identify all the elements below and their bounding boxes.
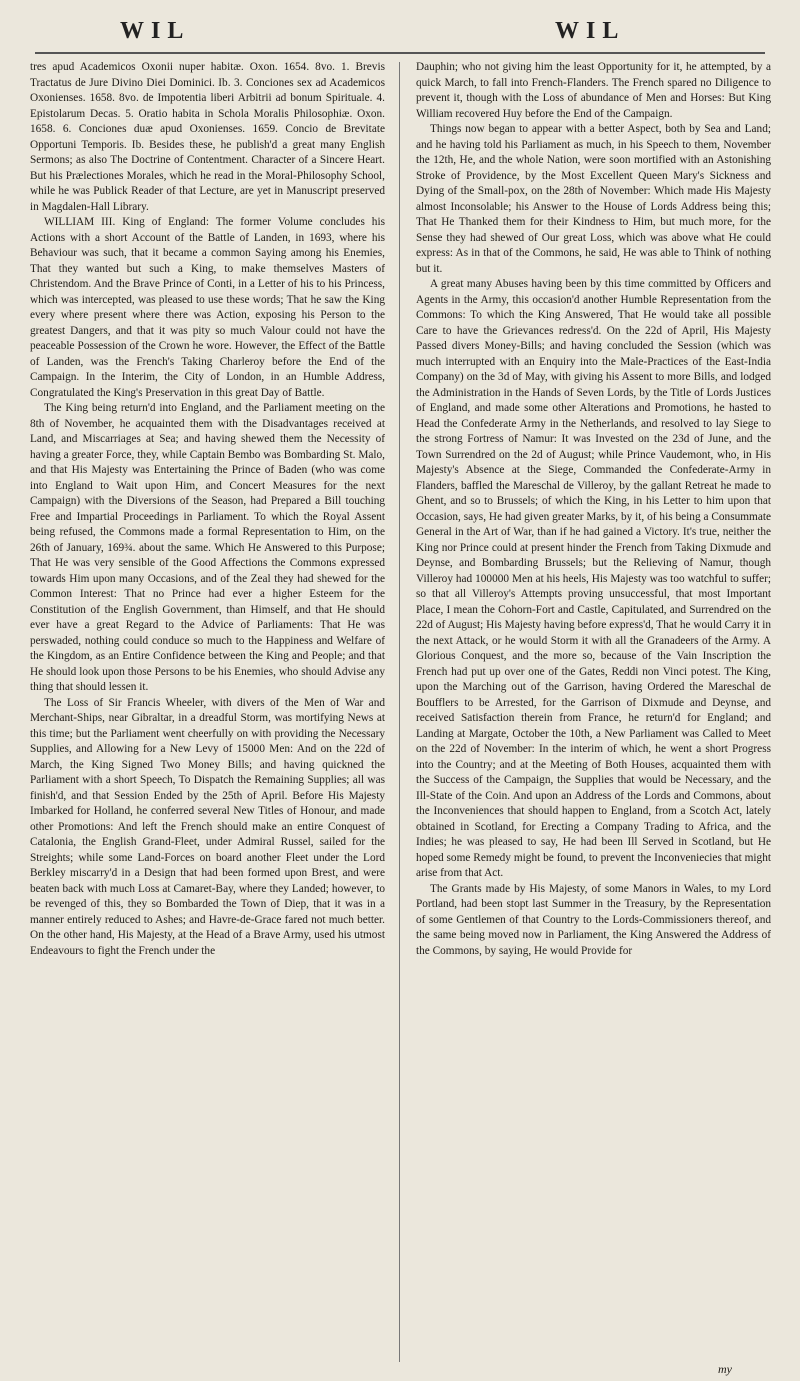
paragraph: The Grants made by His Majesty, of some Manors in Wales, to my Lord Portland, had been stopt last Summer in the Treasury, by the Representation of some Gentlemen of that Country to the Lords-Commissioners thereof, and the same being moved now in Parliament, the King Answered the Address of the Commons, by saying, He would Provide for: [416, 882, 771, 957]
paragraph: A great many Abuses having been by this time committed by Officers and Agents in the Army, this occasion'd another Humble Representation from the Commons: To which the King Answered, That He would take all possible Care to have the Grievances redress'd. On the 22d of April, His Majesty Passed divers Money-Bills; and having concluded the Session (which was much interrupted with an Enquiry into the Male-Practices of the East-India Company) on the 3d of May, with giving his Assent to more Bills, and lodged the Administration in the Hands of Seven Lords, by the Title of Lords Justices of England, and made some other Alterations and Promotions, he hasted to Head the Confederate Army in the Netherlands, and resolved to lay Siege to the strong Fortress of Namur: It was Invested on the 23d of June, and the Town Surrendred on the 2d of August; while Prince Vaudemont, who, in His Majesty's Absence at the Siege, Commanded the Confederate-Army in Flanders, baffled the Mareschal de Villeroy, by the gallant Retreat he made to Ghent, and so to Brussels; of which the King, in his Letter to him upon that Occasion, says, He had given greater Marks, by it, of his being a Consummate General in the Art of War, than if he had gained a Victory. It's true, neither the King nor Prince could at present hinder the French from Taking Dixmude and Deynse, and Bombarding Brussels; but the Relieving of Namur, though Villeroy had 100000 Men at his heels, His Majesty was too watchful to suffer; so that all Villeroy's Attempts proving unsuccessful, that most Important Place, I mean the Cohorn-Fort and Castle, Capitulated, and Surrendred on the 22d of August; His Majesty having before express'd, That he would Carry it in the next Attack, or he would Storm it with all the Granadeers of the Army. A Glorious Conquest, and the more so, because of the Vain Inscription the French had put up over one of the Gates, Reddi non Vinci potest. The King, upon the Marching out of the Garrison, having Ordered the Mareschal de Boufflers to be Arrested, for the Garrison of Dixmude and Deynse, and received Satisfaction therein from France, he return'd for England; and Landing at Margate, October the 10th, a New Parliament was Called to Meet on the 22d of November: In the interim of which, he went a short Progress into the Country; and at the Meeting of Both Houses, acquainted them with the Success of the Campaign, the Supplies that would be Necessary, and the Ill-State of the Coin. And upon an Address of the Lords and Commons, about the Inconveniences that should happen to England, from a Scotch Act, lately obtained in Scotland, for Erecting a Company Trading to Africa, and the Indies; he was pleased to say, He had been Ill Served in Scotland, but He hoped some Remedy might be found, to prevent the Inconveniecies that might arise from that Act.: [416, 278, 771, 879]
paragraph: tres apud Academicos Oxonii nuper habitæ. Oxon. 1654. 8vo. 1. Brevis Tractatus de Jure Divino Diei Dominici. Ib. 3. Conciones sex ad Academicos Oxonienses. 1658. 8vo. de Impotentia liberi Arbitrii ad bonum Spirituale. 4. Epistolarum Decas. 5. Oratio habita in Schola Moralis Philosophiæ. Oxon. 1658. 6. Conciones duæ apud Oxonienses. 1659. Concio de Brevitate Opportuni Temporis. Ib. Besides these, he publish'd a great many English Sermons; as also The Doctrine of Contentment. Character of a Sincere Heart. But his Prælectiones Morales, which he read in the Moral-Philosophy School, while he was Publick Reader of that Lecture, are yet in Manuscript preserved in Magdalen-Hall Library.: [30, 61, 385, 213]
column-divider: [399, 62, 400, 1362]
running-head-right: WIL: [555, 18, 626, 44]
left-column: [30, 60, 385, 1370]
running-head-left: WIL: [120, 18, 191, 44]
paragraph: Dauphin; who not giving him the least Opportunity for it, he attempted, by a quick March, to fall into French-Flanders. The French spared no Diligence to prevent it, though with the Loss of abundance of Men and Horses: But King William recovered Huy before the End of the Campaign.: [416, 61, 771, 120]
catchword: my: [718, 1362, 732, 1376]
running-head: [0, 10, 800, 58]
paragraph: The Loss of Sir Francis Wheeler, with divers of the Men of War and Merchant-Ships, near Gibraltar, in a dreadful Storm, was mortifying News at this time; but the Parliament went cheerfully on with providing the Necessary Supplies, and Allowing for a New Levy of 15000 Men: And on the 22d of March, the King Signed Two Money Bills; and having quickned the Parliament with a short Speech, To Dispatch the Remaining Supplies; all was finish'd, and that Session Ended by the 25th of April. Before His Majesty Imbarked for Holland, he conferred several New Titles of Honour, and made other Promotions: And left the French should make an entire Conquest of Catalonia, the English Grand-Fleet, under Admiral Russel, sailed for the Streights; while some Land-Forces on board another Fleet under the Lord Berkley miscarry'd in a Design that had been formed upon Brest, and were beaten back with much Loss at Camaret-Bay, where they Landed; however, to be revenged of this, they so Bombarded the Town of Diep, that it was in a manner entirely reduced to Ashes; and Havre-de-Grace fared not much better. On the other hand, His Majesty, at the Head of a Brave Army, used his utmost Endeavours to fight the French under the: [30, 696, 385, 957]
paragraph: Things now began to appear with a better Aspect, both by Sea and Land; and he having told his Parliament as much, in his Speech to them, November the 12th, He, and the whole Nation, were soon mortified with an Astonishing Stroke of Providence, by the Most Excellent Queen Mary's Sickness and Dying of the Small-pox, on the 28th of November: Which made His Majesty almost Inconsolable; his Answer to the House of Lords Address being this; That He Thanked them for their Kindness to Him, but much more, for the Sense they had shewed of Our great Loss, which was above what He could express: As in that of the Commons, he said, He was able to Think of nothing but it.: [416, 123, 771, 275]
paragraph-william-iii: WILLIAM III. King of England: The former Volume concludes his Actions with a short Account of the Battle of Landen, in 1693, where his Behaviour was such, that it became a common Saying among his Enemies, That they wanted but such a King, to make themselves Masters of Christendom. And the Brave Prince of Conti, in a Letter of his to his Princess, which was intercepted, was pleased to use these words; That he saw the King every where present where there was Action, exposing his Person to the greatest Dangers, and that it was pity so much Valour could not have the peaceable Possession of the Crown he wore. However, the Effect of the Battle of Landen, was the French's Taking Charleroy before the End of the Campaign. In the Interim, the City of London, in an Humble Address, Congratulated the King's Preservation in this great Day of Battle.: [30, 216, 385, 399]
header-rule: [35, 52, 765, 54]
right-column: [416, 60, 771, 1370]
paragraph: The King being return'd into England, and the Parliament meeting on the 8th of November, he acquainted them with the Disadvantages received at Land, and Miscarriages at Sea; and having shewed them the Necessity of having a greater Force, they, while Captain Bembo was Bombarding St. Malo, and that His Majesty was Entertaining the Prince of Baden (who was come into England to Wait upon Him, and Concert Measures for the next Campaign) with the Diversions of the Season, had Prepared a Bill touching Free and Impartial Proceedings in Parliament. To which the Royal Assent being refused, the Commons made a formal Representation to Him, on the 26th of January, 169¾. about the same. Which He Answered to this Purpose; That He was very sensible of the Good Affections the Commons expressed towards Him upon many Occasions, and of the Zeal they had shewed for the Common Interest: That no Prince had ever a higher Esteem for the Constitution of the English Government, than Himself, and that He should ever have a great Regard to the Advice of Parliaments: That He was perswaded, nothing could conduce so much to the Happiness and Welfare of the Kingdom, as an Entire Confidence between the King and People; and that He should look upon those Persons to be his Enemies, who should Advise any thing that should lessen it.: [30, 402, 385, 693]
